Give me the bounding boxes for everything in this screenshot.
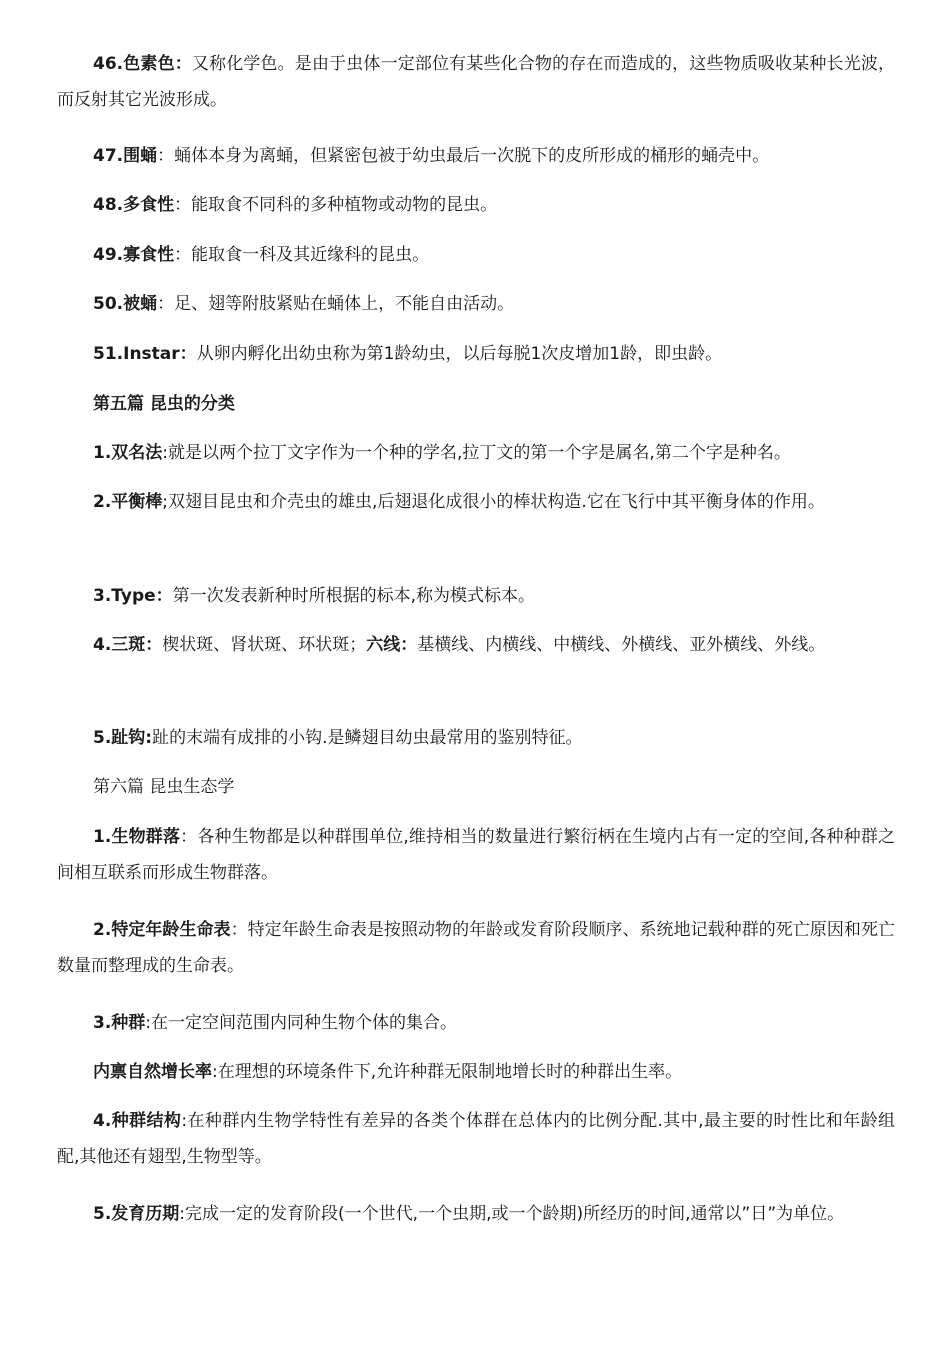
definition-spots-lines bbox=[57, 627, 895, 663]
definition-text-2: 基横线、内横线、中横线、外横线、亚外横线、外线。 bbox=[417, 635, 826, 655]
term-2: 六线 bbox=[366, 635, 401, 655]
definition-population bbox=[57, 1005, 895, 1041]
heading-text: 第六篇 昆虫生态学 bbox=[93, 777, 235, 797]
definition-text: 特定年龄生命表是按照动物的年龄或发育阶段顺序、系统地记载种群的死亡原因和死亡数量而整理成的生命表。 bbox=[57, 920, 896, 976]
separator: ： bbox=[157, 146, 175, 166]
definition-text: 各种生物都是以种群围单位,维持相当的数量进行繁衍柄在生境内占有一定的空间,各种种群之间相互联系而形成生物群落。 bbox=[57, 827, 896, 883]
definition-text: 在种群内生物学特性有差异的各类个体群在总体内的比例分配.其中,最主要的时性比和年龄组配,其他还有翅型,生物型等。 bbox=[57, 1111, 895, 1167]
term: 47.围蛹 bbox=[93, 146, 158, 166]
term: 3.种群 bbox=[93, 1013, 146, 1033]
definition-intrinsic-rate bbox=[57, 1054, 895, 1090]
heading-text: 第五篇 昆虫的分类 bbox=[93, 394, 235, 414]
definition-47 bbox=[57, 138, 895, 174]
separator: ： bbox=[155, 586, 173, 606]
definition-text: 趾的末端有成排的小钩.是鳞翅目幼虫最常用的鉴别特征。 bbox=[152, 728, 583, 748]
definition-life-table bbox=[57, 912, 895, 984]
separator: : bbox=[145, 728, 153, 748]
definition-50 bbox=[57, 286, 895, 322]
definition-binomial bbox=[57, 435, 895, 471]
separator: : bbox=[181, 1111, 188, 1131]
separator: : bbox=[145, 1013, 152, 1033]
definition-text: 又称化学色。是由于虫体一定部位有某些化合物的存在而造成的，这些物质吸收某种长光波，而反射其它光波形成。 bbox=[57, 54, 895, 110]
separator: ： bbox=[174, 245, 192, 265]
separator: ： bbox=[174, 195, 192, 215]
definition-crochets bbox=[57, 720, 895, 756]
definition-text: 在理想的环境条件下,允许种群无限制地增长时的种群出生率。 bbox=[217, 1062, 683, 1082]
definition-text: 楔状斑、肾状斑、环状斑； bbox=[162, 635, 367, 655]
term: 50.被蛹 bbox=[93, 294, 158, 314]
definition-population-structure bbox=[57, 1103, 895, 1175]
definition-49 bbox=[57, 237, 895, 273]
definition-halter bbox=[57, 484, 895, 520]
term: 1.生物群落 bbox=[93, 827, 181, 847]
definition-text: 在一定空间范围内同种生物个体的集合。 bbox=[151, 1013, 458, 1033]
separator: ： bbox=[179, 344, 197, 364]
definition-type bbox=[57, 578, 895, 614]
definition-51 bbox=[57, 336, 895, 372]
term: 4.种群结构 bbox=[93, 1111, 182, 1131]
term: 46.色素色 bbox=[93, 54, 175, 74]
definition-text: 完成一定的发育阶段(一个世代,一个虫期,或一个龄期)所经历的时间,通常以”日”为单位。 bbox=[185, 1204, 845, 1224]
term: 48.多食性 bbox=[93, 195, 175, 215]
separator: ： bbox=[180, 827, 198, 847]
separator: ： bbox=[157, 294, 175, 314]
separator: ： bbox=[145, 635, 163, 655]
definition-text: 双翅目昆虫和介壳虫的雄虫,后翅退化成很小的棒状构造.它在飞行中其平衡身体的作用。 bbox=[168, 492, 825, 512]
definition-48 bbox=[57, 187, 895, 223]
definition-46 bbox=[57, 46, 895, 118]
term: 3.Type bbox=[93, 586, 156, 606]
separator-2: ： bbox=[400, 635, 418, 655]
definition-text: 能取食不同科的多种植物或动物的昆虫。 bbox=[191, 195, 498, 215]
separator: : bbox=[179, 1204, 186, 1224]
definition-text: 足、翅等附肢紧贴在蛹体上，不能自由活动。 bbox=[174, 294, 515, 314]
definition-text: 第一次发表新种时所根据的标本,称为模式标本。 bbox=[172, 586, 536, 606]
definition-community bbox=[57, 819, 895, 891]
section-heading-classification bbox=[57, 386, 895, 422]
definition-development-period bbox=[57, 1196, 895, 1232]
definition-text: 能取食一科及其近缘科的昆虫。 bbox=[191, 245, 430, 265]
term: 5.发育历期 bbox=[93, 1204, 180, 1224]
separator: : bbox=[212, 1062, 218, 1082]
term: 4.三斑 bbox=[93, 635, 146, 655]
definition-text: 蛹体本身为离蛹，但紧密包被于幼虫最后一次脱下的皮所形成的桶形的蛹壳中。 bbox=[174, 146, 770, 166]
term: 2.平衡棒 bbox=[93, 492, 163, 512]
term: 49.寡食性 bbox=[93, 245, 175, 265]
separator: ： bbox=[230, 920, 248, 940]
definition-text: 就是以两个拉丁文字作为一个种的学名,拉丁文的第一个字是属名,第二个字是种名。 bbox=[168, 443, 791, 463]
term: 5.趾钩 bbox=[93, 728, 146, 748]
term: 2.特定年龄生命表 bbox=[93, 920, 231, 940]
separator: ; bbox=[162, 492, 169, 512]
term: 内禀自然增长率 bbox=[93, 1062, 212, 1082]
definition-text: 从卵内孵化出幼虫称为第1龄幼虫，以后每脱1次皮增加1龄，即虫龄。 bbox=[196, 344, 723, 364]
section-heading-ecology bbox=[57, 769, 895, 805]
term: 1.双名法 bbox=[93, 443, 163, 463]
separator: : bbox=[162, 443, 169, 463]
term: 51.Instar bbox=[93, 344, 180, 364]
separator: ： bbox=[174, 54, 192, 74]
